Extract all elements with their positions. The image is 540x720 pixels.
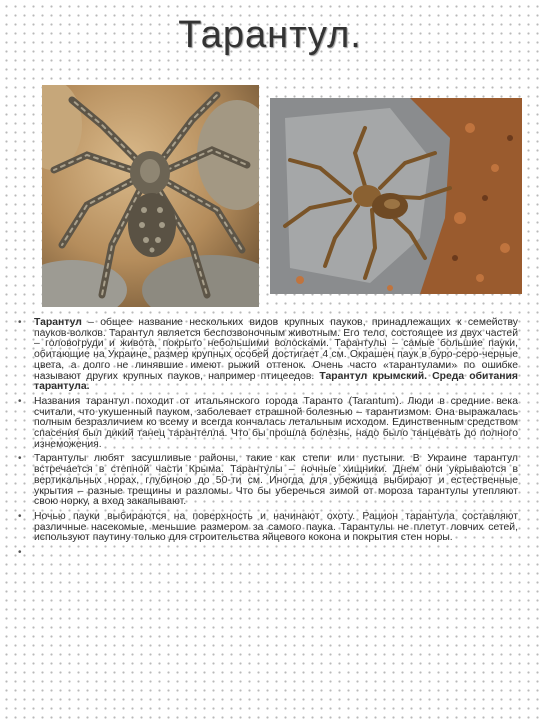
bullet-3-body: Тарантулы любят засушливые районы, такие как степи или пустыни. В Украине тарантул встречается в степной части Крыма. Тарантулы – ночные хищники. Днем они укрываются в вертикальных норах, глубиною до 50-ти см. Иногда для убежища выбирают и естественные укрытия – разные трещины и разломы. Что бы уберечься зимой от мороза тарантулы утепляют свою норку, а вход закапывают. [34, 453, 518, 508]
bullet-1-body: – общее название нескольких видов крупных пауков, принадлежащих к семейству пауков-волков. Тарантул является беспозвоночным животным. Его тело, состоящее из двух частей – головогруди и живота, покрыто небольшими волосками. Тарантулы – самые большие пауки, обитающие на Украине, размер крупных особей достигает 4 см. Окрашен паук в буро-серо-черные цвета, а долго не линявшие имеют рыжий оттенок. Очень часто «тарантулами» по ошибке называют других крупных пауков, например птицеедов. [34, 317, 518, 382]
bullet-dot-icon: • [18, 317, 22, 328]
bullet-item-3 [18, 454, 518, 508]
tarantula-ground-image [270, 98, 522, 294]
tarantula-photo-right [270, 98, 522, 294]
text-content [18, 317, 518, 559]
bullet-item-2 [18, 397, 518, 451]
bullet-dot-icon: • [18, 395, 22, 407]
slide-title: Тарантул. [178, 14, 362, 56]
bullet-dot-icon: • [18, 510, 22, 522]
tarantula-stones-image [42, 85, 259, 307]
bullet-dot-icon: • [18, 547, 22, 559]
bullet-1-tail: Тарантул крымский. Среда обитания тарантула. [34, 370, 518, 393]
bullet-4-body: Ночью пауки выбираются на поверхность и начинают охоту. Рацион тарантула составляют различные насекомые, меньшие размером за самого паука. Тарантулы не плетут ловчих сетей, используют паутину только для строительства яйцевого кокона и покрытия стен норы. [34, 510, 518, 544]
tarantula-photo-left [42, 85, 259, 307]
bullet-dot-icon: • [18, 453, 22, 465]
bullet-item-1 [18, 318, 518, 393]
bullet-2-body: Названия тарантул походит от итальянского города Таранто (Tarantum). Люди в средние века считали, что укушенный пауком, заболевает страшной болезнью – тарантизмом. Она выражалась полным безразличием ко всему и всегда кончалась летальным исходом. Единственным средством спасения был дикий танец тарантелла. Что бы прошла болезнь, надо было танцевать до полного изнеможения. [34, 395, 518, 450]
bullet-list [18, 317, 518, 559]
bullet-1-lead: Тарантул [34, 317, 82, 328]
bullet-item-4 [18, 512, 518, 544]
